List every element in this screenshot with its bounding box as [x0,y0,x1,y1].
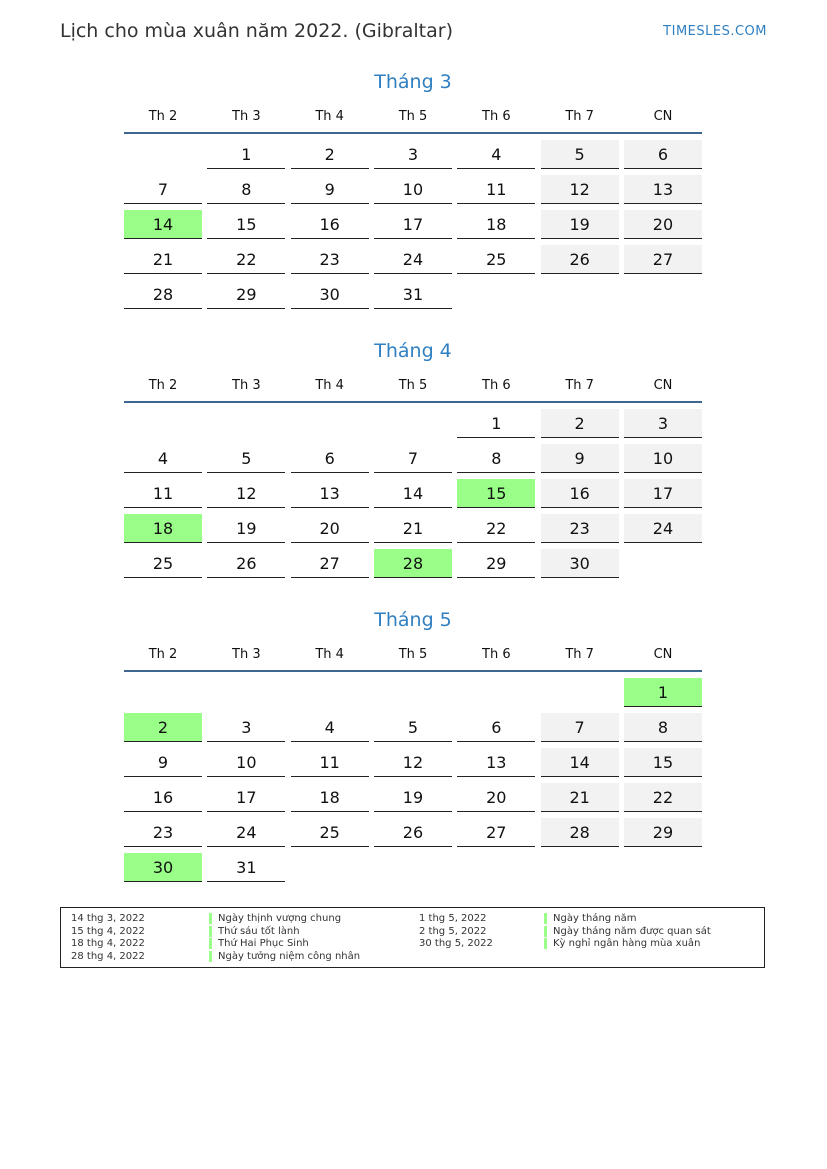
day-cell: 5 [541,140,619,169]
weekday-label: Th 4 [315,647,344,662]
day-cell: 17 [624,479,702,508]
month-april [124,336,702,578]
day-cell: 19 [207,514,285,543]
legend-holiday-name: Thứ Hai Phục Sinh [209,938,309,949]
day-cell: 29 [457,549,535,578]
day-cell: 12 [374,748,452,777]
day-cell: 25 [457,245,535,274]
holiday-day-cell: 18 [124,514,202,543]
day-cell: 10 [624,444,702,473]
day-cell: 21 [374,514,452,543]
legend-date: 2 thg 5, 2022 [419,925,487,937]
month-march [124,67,702,309]
day-cell: 6 [624,140,702,169]
legend-date: 18 thg 4, 2022 [71,938,145,950]
day-cell: 16 [124,783,202,812]
brand-link[interactable]: TIMESLES.COM [663,24,767,39]
empty-cell [374,678,452,707]
day-cell: 14 [374,479,452,508]
day-cell: 13 [624,175,702,204]
day-cell: 15 [207,210,285,239]
holiday-day-cell: 14 [124,210,202,239]
day-cell: 30 [291,280,369,309]
day-cell: 31 [374,280,452,309]
day-cell: 31 [207,853,285,882]
day-cell: 23 [124,818,202,847]
legend-holiday-name: Thứ sáu tốt lành [209,926,300,937]
day-cell: 27 [624,245,702,274]
day-cell: 22 [624,783,702,812]
day-cell: 9 [541,444,619,473]
holiday-day-cell: 15 [457,479,535,508]
day-cell: 20 [457,783,535,812]
month-title: Tháng 3 [374,71,452,93]
day-cell: 29 [624,818,702,847]
holiday-day-cell: 30 [124,853,202,882]
empty-cell [124,140,202,169]
weekday-label: CN [653,109,673,124]
day-cell: 22 [207,245,285,274]
legend-right-names [544,913,711,951]
month-title: Tháng 5 [374,609,452,631]
empty-cell [124,678,202,707]
day-cell: 20 [624,210,702,239]
day-cell: 12 [207,479,285,508]
day-cell: 22 [457,514,535,543]
day-cell: 24 [374,245,452,274]
day-cell: 10 [374,175,452,204]
weekday-label: Th 2 [148,109,178,124]
weekday-label: CN [653,647,673,662]
weekday-header [124,646,702,672]
day-grid [124,409,702,578]
weekday-label: Th 3 [232,647,261,662]
legend-date: 15 thg 4, 2022 [71,925,145,937]
weekday-label: Th 5 [398,109,428,124]
day-cell: 9 [291,175,369,204]
legend-date: 1 thg 5, 2022 [419,913,487,924]
day-cell: 12 [541,175,619,204]
day-cell: 26 [374,818,452,847]
day-cell: 23 [291,245,369,274]
day-cell: 28 [541,818,619,847]
day-cell: 15 [624,748,702,777]
day-cell: 3 [624,409,702,438]
weekday-label: Th 3 [232,109,261,124]
day-cell: 30 [541,549,619,578]
day-cell: 23 [541,514,619,543]
weekday-label: Th 6 [482,109,511,124]
weekday-label: Th 7 [565,378,594,393]
day-cell: 11 [457,175,535,204]
empty-cell [291,409,369,438]
legend-holiday-name: Ngày tháng năm được quan sát [544,926,711,937]
day-cell: 8 [207,175,285,204]
legend-date: 14 thg 3, 2022 [71,913,145,924]
day-cell: 25 [124,549,202,578]
day-cell: 28 [124,280,202,309]
day-cell: 4 [124,444,202,473]
day-cell: 19 [374,783,452,812]
page-title: Lịch cho mùa xuân năm 2022. (Gibraltar) [60,20,453,42]
weekday-header [124,108,702,134]
day-cell: 8 [457,444,535,473]
day-cell: 27 [291,549,369,578]
day-cell: 13 [291,479,369,508]
weekday-label: CN [653,378,673,393]
weekday-label: Th 2 [148,378,178,393]
holiday-day-cell: 2 [124,713,202,742]
day-grid [124,140,702,309]
day-cell: 21 [124,245,202,274]
holiday-day-cell: 1 [624,678,702,707]
day-cell: 13 [457,748,535,777]
legend-right-dates [419,913,493,951]
day-cell: 18 [291,783,369,812]
holiday-legend [60,907,765,968]
day-cell: 2 [541,409,619,438]
day-cell: 8 [624,713,702,742]
day-cell: 25 [291,818,369,847]
day-cell: 26 [207,549,285,578]
day-cell: 1 [457,409,535,438]
day-cell: 4 [457,140,535,169]
day-cell: 19 [541,210,619,239]
day-cell: 17 [374,210,452,239]
day-cell: 16 [291,210,369,239]
day-cell: 21 [541,783,619,812]
day-cell: 5 [374,713,452,742]
day-cell: 6 [457,713,535,742]
day-cell: 11 [124,479,202,508]
legend-date: 28 thg 4, 2022 [71,951,145,963]
day-cell: 3 [207,713,285,742]
holiday-day-cell: 28 [374,549,452,578]
weekday-label: Th 6 [482,378,511,393]
day-cell: 2 [291,140,369,169]
legend-holiday-name: Ngày tưởng niệm công nhân [209,951,360,962]
day-cell: 6 [291,444,369,473]
day-cell: 7 [541,713,619,742]
empty-cell [457,678,535,707]
day-cell: 17 [207,783,285,812]
empty-cell [207,409,285,438]
legend-date: 30 thg 5, 2022 [419,938,493,950]
empty-cell [541,678,619,707]
day-cell: 7 [124,175,202,204]
weekday-label: Th 7 [565,109,594,124]
weekday-label: Th 7 [565,647,594,662]
empty-cell [291,678,369,707]
legend-holiday-name: Ngày thịnh vượng chung [209,913,341,924]
day-cell: 20 [291,514,369,543]
day-cell: 1 [207,140,285,169]
weekday-label: Th 5 [398,378,428,393]
day-cell: 4 [291,713,369,742]
month-may [124,605,702,882]
legend-left-names [209,913,360,964]
legend-holiday-name: Ngày tháng năm [544,913,637,924]
day-cell: 10 [207,748,285,777]
weekday-label: Th 4 [315,378,344,393]
empty-cell [124,409,202,438]
day-cell: 24 [624,514,702,543]
weekday-label: Th 5 [398,647,428,662]
empty-cell [207,678,285,707]
month-title: Tháng 4 [374,340,452,362]
day-cell: 14 [541,748,619,777]
day-cell: 24 [207,818,285,847]
weekday-header [124,377,702,403]
day-cell: 9 [124,748,202,777]
day-cell: 5 [207,444,285,473]
day-cell: 16 [541,479,619,508]
legend-left-dates [71,913,145,964]
weekday-label: Th 2 [148,647,178,662]
day-cell: 27 [457,818,535,847]
day-grid [124,678,702,882]
weekday-label: Th 3 [232,378,261,393]
day-cell: 26 [541,245,619,274]
legend-holiday-name: Kỳ nghỉ ngân hàng mùa xuân [544,938,700,949]
day-cell: 7 [374,444,452,473]
weekday-label: Th 4 [315,109,344,124]
day-cell: 29 [207,280,285,309]
day-cell: 11 [291,748,369,777]
empty-cell [374,409,452,438]
weekday-label: Th 6 [482,647,511,662]
day-cell: 3 [374,140,452,169]
day-cell: 18 [457,210,535,239]
